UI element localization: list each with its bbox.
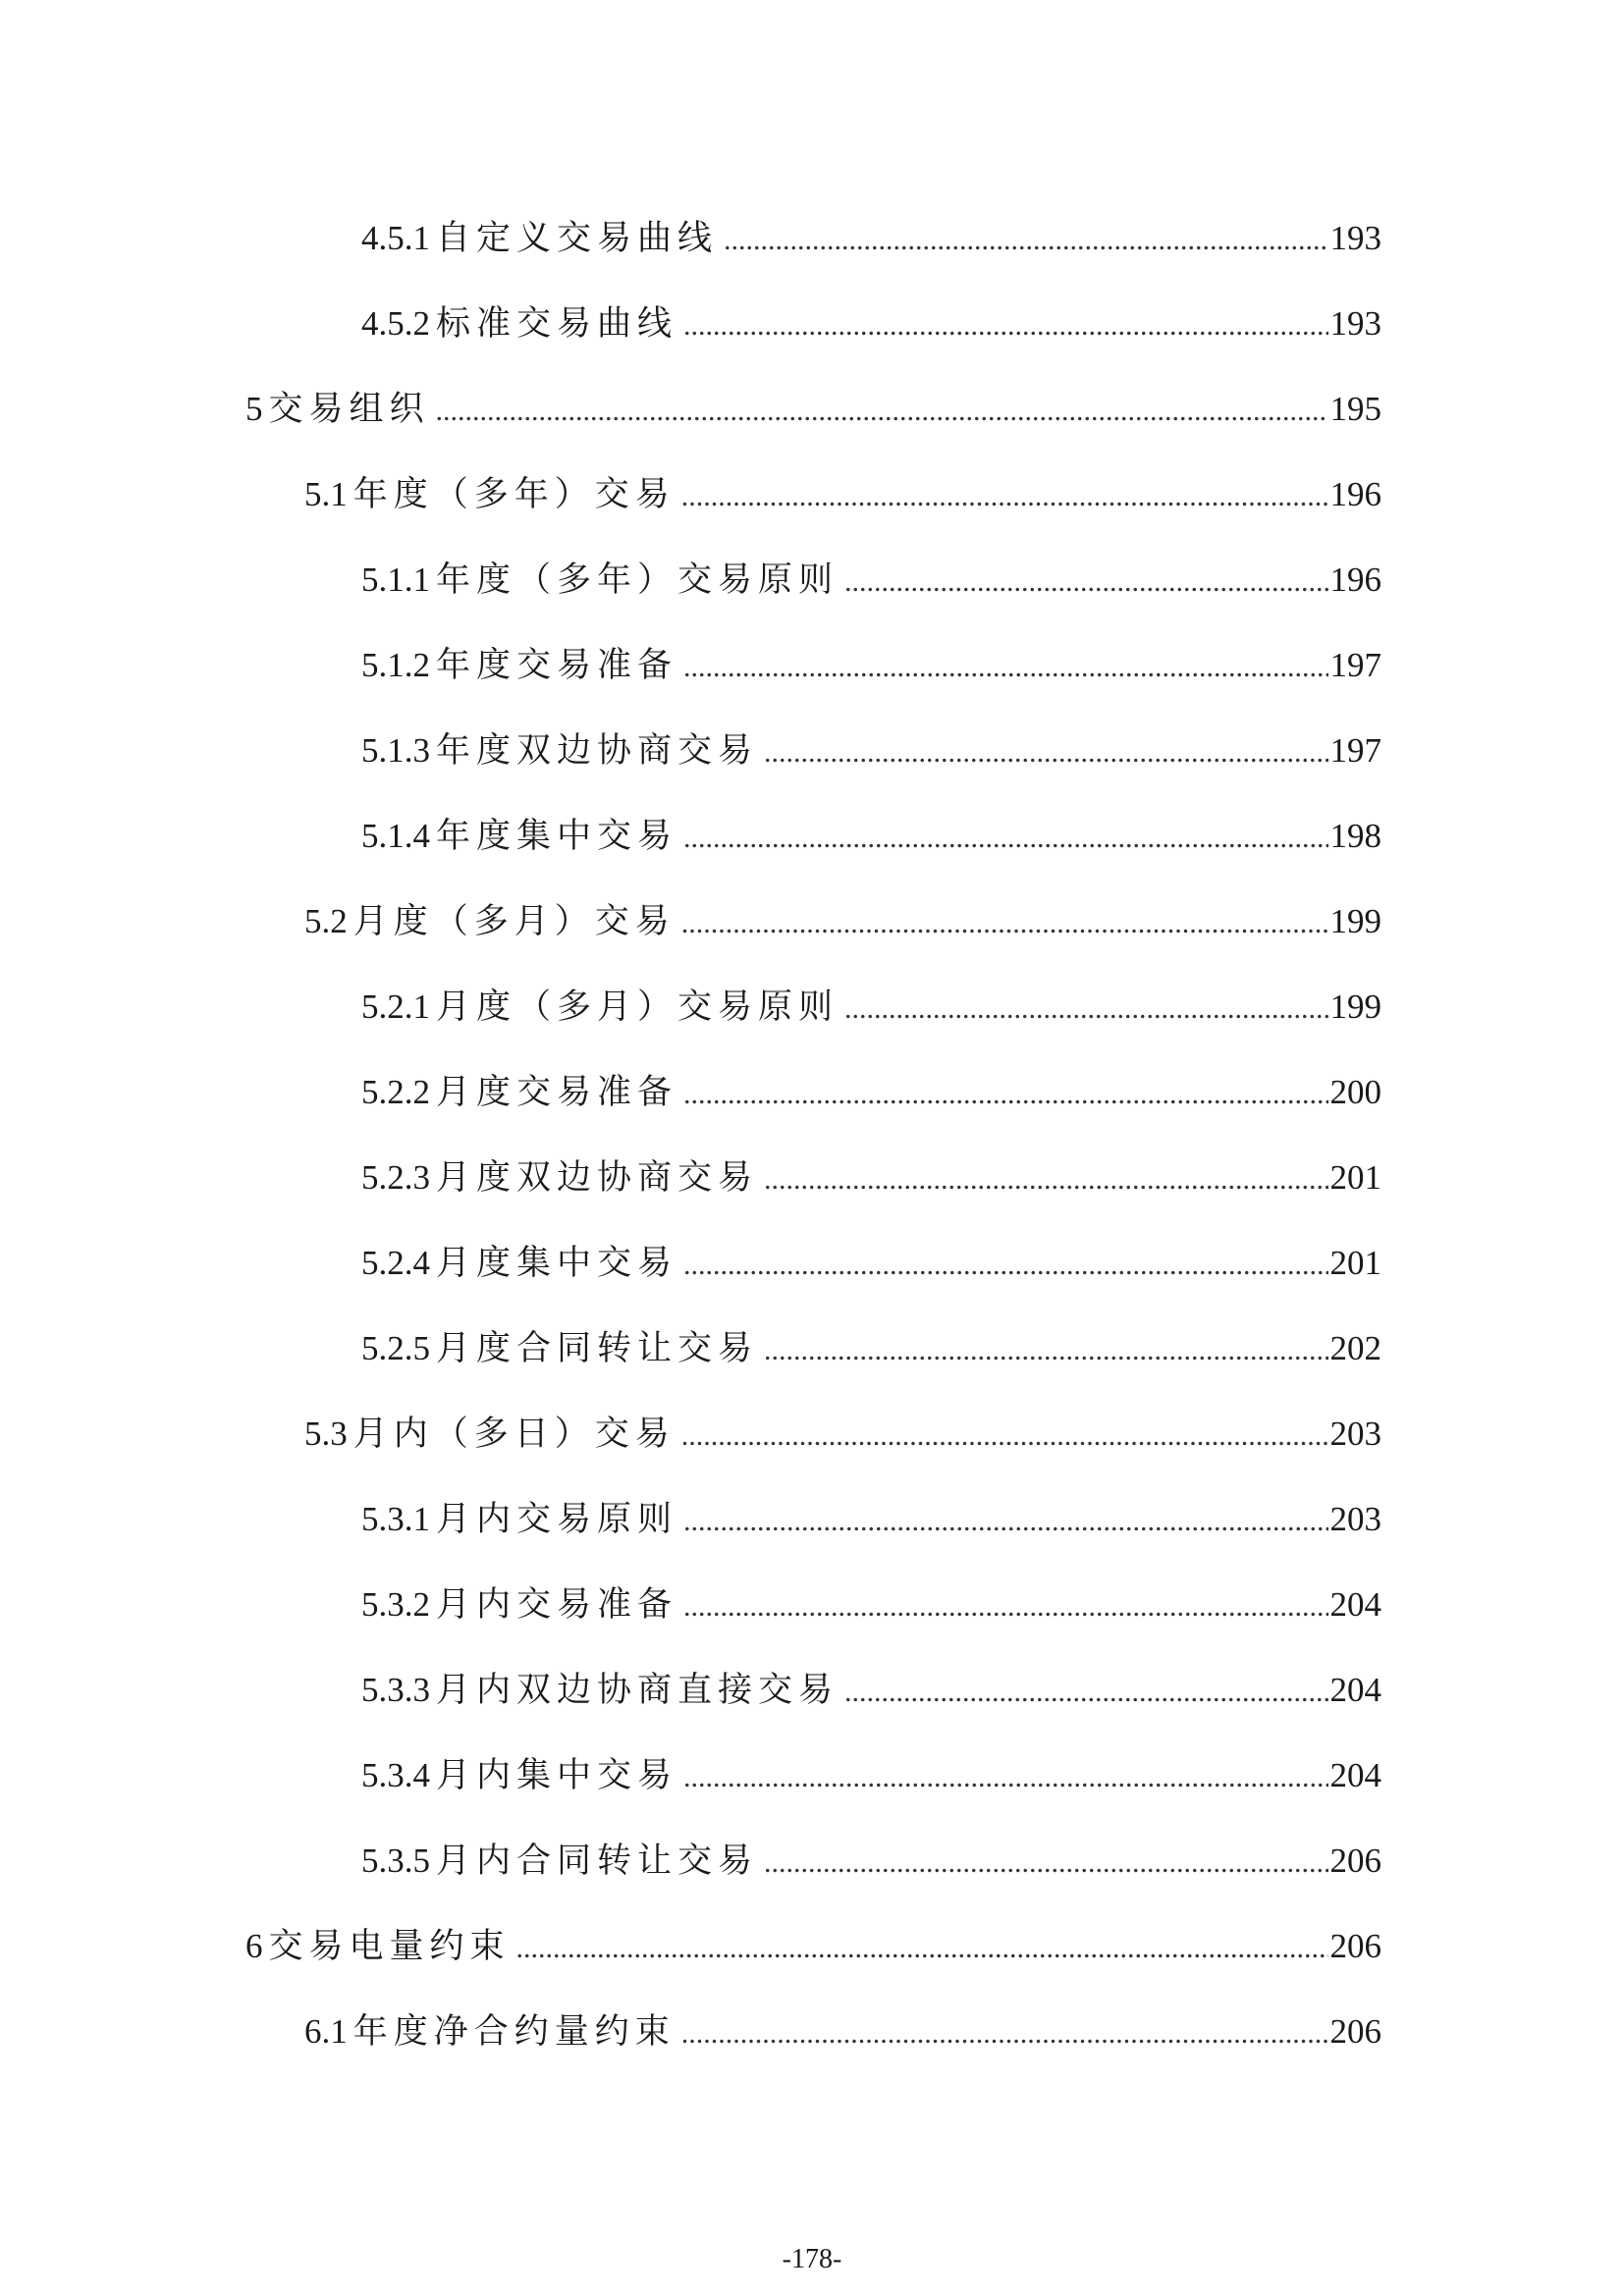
toc-entry-number: 5.2 bbox=[304, 902, 348, 940]
toc-entry-title: 年度（多年）交易 bbox=[352, 475, 676, 514]
toc-entry-page: 193 bbox=[1329, 304, 1381, 343]
toc-entry-title: 月内交易原则 bbox=[436, 1500, 678, 1539]
toc-dot-leader bbox=[681, 469, 1328, 524]
toc-entry-5-1-1[interactable] bbox=[361, 553, 1381, 608]
toc-entry-title: 标准交易曲线 bbox=[436, 304, 678, 344]
toc-entry-number: 5.3.3 bbox=[361, 1671, 430, 1709]
toc-entry-page: 204 bbox=[1329, 1671, 1381, 1709]
toc-entry-title: 年度交易准备 bbox=[436, 646, 678, 685]
toc-dot-leader bbox=[516, 1921, 1328, 1976]
toc-entry-title: 月度合同转让交易 bbox=[436, 1329, 759, 1368]
toc-entry-page: 200 bbox=[1329, 1073, 1381, 1111]
toc-entry-page: 204 bbox=[1329, 1756, 1381, 1794]
toc-entry-5-1-2[interactable] bbox=[361, 638, 1381, 693]
toc-entry-page: 199 bbox=[1329, 988, 1381, 1026]
toc-entry-5-3[interactable] bbox=[304, 1407, 1381, 1462]
toc-entry-title: 月内交易准备 bbox=[436, 1585, 678, 1625]
toc-entry-5[interactable] bbox=[245, 382, 1381, 437]
toc-entry-title: 交易组织 bbox=[268, 390, 430, 429]
toc-entry-page: 206 bbox=[1329, 2012, 1381, 2051]
toc-entry-5-2-1[interactable] bbox=[361, 980, 1381, 1035]
toc-dot-leader bbox=[683, 1579, 1327, 1634]
toc-entry-5-1-3[interactable] bbox=[361, 723, 1381, 778]
toc-entry-number: 5.3.2 bbox=[361, 1585, 430, 1624]
toc-entry-title: 交易电量约束 bbox=[268, 1927, 511, 1966]
toc-dot-leader bbox=[724, 213, 1327, 268]
toc-dot-leader bbox=[764, 1323, 1327, 1378]
toc-entry-page: 193 bbox=[1329, 219, 1381, 257]
toc-entry-page: 199 bbox=[1329, 902, 1381, 940]
toc-entry-page: 197 bbox=[1329, 646, 1381, 684]
toc-entry-title: 自定义交易曲线 bbox=[436, 219, 719, 258]
toc-entry-page: 198 bbox=[1329, 817, 1381, 855]
toc-entry-number: 5.3 bbox=[304, 1415, 348, 1453]
toc-entry-title: 月内合同转让交易 bbox=[436, 1842, 759, 1881]
toc-entry-number: 5.1.2 bbox=[361, 646, 430, 684]
toc-entry-page: 203 bbox=[1329, 1500, 1381, 1538]
toc-entry-title: 月内集中交易 bbox=[436, 1756, 678, 1795]
toc-entry-number: 4.5.2 bbox=[361, 304, 430, 343]
toc-dot-leader bbox=[683, 1494, 1327, 1549]
toc-entry-page: 203 bbox=[1329, 1415, 1381, 1453]
toc-entry-5-3-3[interactable] bbox=[361, 1663, 1381, 1718]
toc-entry-title: 月度集中交易 bbox=[436, 1244, 678, 1283]
toc-entry-number: 5.2.2 bbox=[361, 1073, 430, 1111]
toc-dot-leader bbox=[683, 298, 1327, 353]
toc-dot-leader bbox=[844, 555, 1327, 610]
toc-entry-title: 月内（多日）交易 bbox=[352, 1415, 676, 1454]
page-number-footer: -178- bbox=[782, 2244, 842, 2274]
toc-entry-5-1[interactable] bbox=[304, 467, 1381, 522]
toc-dot-leader bbox=[436, 384, 1328, 439]
toc-dot-leader bbox=[681, 1409, 1328, 1464]
toc-entry-page: 201 bbox=[1329, 1158, 1381, 1197]
toc-entry-title: 月度（多月）交易 bbox=[352, 902, 676, 941]
toc-entry-title: 月度双边协商交易 bbox=[436, 1158, 759, 1198]
toc-entry-number: 5.2.3 bbox=[361, 1158, 430, 1197]
toc-dot-leader bbox=[764, 725, 1327, 780]
toc-entry-6[interactable] bbox=[245, 1919, 1381, 1974]
toc-entry-number: 5.3.1 bbox=[361, 1500, 430, 1538]
toc-entry-number: 5.2.1 bbox=[361, 988, 430, 1026]
toc-entry-page: 197 bbox=[1329, 731, 1381, 770]
toc-dot-leader bbox=[764, 1152, 1327, 1207]
toc-entry-page: 196 bbox=[1329, 475, 1381, 513]
toc-dot-leader bbox=[683, 640, 1327, 695]
toc-entry-number: 5.2.4 bbox=[361, 1244, 430, 1282]
toc-entry-page: 202 bbox=[1329, 1329, 1381, 1367]
toc-entry-page: 204 bbox=[1329, 1585, 1381, 1624]
toc-entry-title: 年度集中交易 bbox=[436, 817, 678, 856]
toc-entry-number: 5 bbox=[245, 390, 263, 428]
toc-dot-leader bbox=[681, 896, 1328, 951]
toc-dot-leader bbox=[844, 1665, 1327, 1720]
toc-entry-5-2[interactable] bbox=[304, 894, 1381, 949]
toc-entry-5-2-2[interactable] bbox=[361, 1065, 1381, 1120]
toc-entry-number: 5.2.5 bbox=[361, 1329, 430, 1367]
toc-entry-5-3-2[interactable] bbox=[361, 1577, 1381, 1632]
toc-entry-number: 5.1.4 bbox=[361, 817, 430, 855]
toc-entry-5-3-1[interactable] bbox=[361, 1492, 1381, 1547]
toc-entry-page: 206 bbox=[1329, 1842, 1381, 1880]
toc-dot-leader bbox=[683, 1067, 1327, 1122]
toc-entry-page: 201 bbox=[1329, 1244, 1381, 1282]
toc-entry-title: 月内双边协商直接交易 bbox=[436, 1671, 839, 1710]
toc-entry-number: 4.5.1 bbox=[361, 219, 430, 257]
toc-entry-title: 月度（多月）交易原则 bbox=[436, 988, 839, 1027]
toc-dot-leader bbox=[681, 2006, 1328, 2061]
toc-dot-leader bbox=[764, 1836, 1327, 1891]
toc-entry-number: 5.3.5 bbox=[361, 1842, 430, 1880]
toc-dot-leader bbox=[683, 1238, 1327, 1293]
toc-entry-number: 6 bbox=[245, 1927, 263, 1965]
toc-entry-4-5-2[interactable] bbox=[361, 296, 1381, 351]
toc-entry-4-5-1[interactable] bbox=[361, 211, 1381, 266]
toc-entry-title: 月度交易准备 bbox=[436, 1073, 678, 1112]
toc-entry-number: 5.3.4 bbox=[361, 1756, 430, 1794]
toc-entry-5-2-3[interactable] bbox=[361, 1150, 1381, 1205]
toc-dot-leader bbox=[683, 811, 1327, 866]
toc-entry-6-1[interactable] bbox=[304, 2004, 1381, 2059]
toc-dot-leader bbox=[844, 982, 1327, 1037]
toc-entry-number: 5.1.1 bbox=[361, 561, 430, 599]
toc-entry-title: 年度双边协商交易 bbox=[436, 731, 759, 771]
toc-dot-leader bbox=[683, 1750, 1327, 1805]
toc-entry-5-2-4[interactable] bbox=[361, 1236, 1381, 1291]
toc-entry-title: 年度净合约量约束 bbox=[352, 2012, 676, 2052]
toc-entry-title: 年度（多年）交易原则 bbox=[436, 561, 839, 600]
toc-entry-page: 195 bbox=[1329, 390, 1381, 428]
toc-entry-5-2-5[interactable] bbox=[361, 1321, 1381, 1376]
toc-entry-5-3-5[interactable] bbox=[361, 1834, 1381, 1889]
toc-entry-5-3-4[interactable] bbox=[361, 1748, 1381, 1803]
toc-entry-number: 6.1 bbox=[304, 2012, 348, 2051]
toc-entry-page: 196 bbox=[1329, 561, 1381, 599]
toc-entry-5-1-4[interactable] bbox=[361, 809, 1381, 864]
toc-entry-number: 5.1.3 bbox=[361, 731, 430, 770]
toc-entry-number: 5.1 bbox=[304, 475, 348, 513]
toc-entry-page: 206 bbox=[1329, 1927, 1381, 1965]
